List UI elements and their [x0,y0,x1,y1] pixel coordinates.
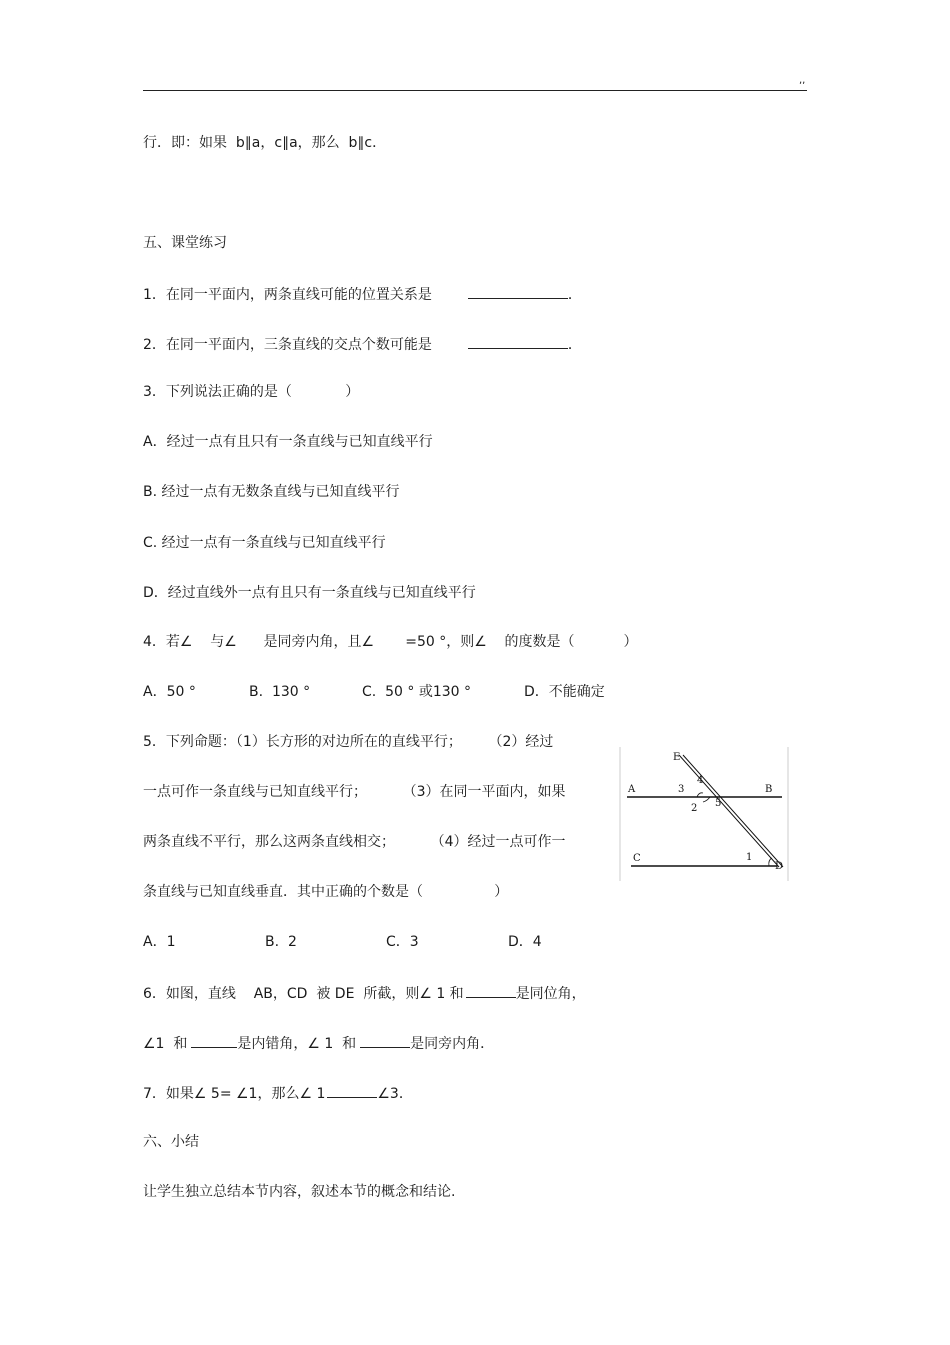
answer-blank-7[interactable] [327,1083,377,1098]
question-6-text-2: 是同位角， [515,986,586,1002]
question-3-option-b: B. 经过一点有无数条直线与已知直线平行 [143,484,400,500]
geometry-figure [619,745,789,883]
label-e: E [673,752,681,763]
question-2 [143,334,582,354]
label-1: 1 [746,852,753,863]
question-5-line-3: 两条直线不平行，那么这两条直线相交； （4）经过一点可作一 [143,834,566,850]
question-2-text: 2．在同一平面内，三条直线的交点个数可能是 [143,337,432,353]
label-d: D [775,861,784,872]
question-3: 3．下列说法正确的是（ ） [143,384,360,400]
line-de-2 [683,755,783,867]
question-3-option-c: C. 经过一点有一条直线与已知直线平行 [143,535,386,551]
question-5-line-4: 条直线与已知直线垂直．其中正确的个数是（ ） [143,884,509,900]
answer-blank-6a[interactable] [466,983,516,998]
summary-text: 让学生独立总结本节内容，叙述本节的概念和结论. [143,1184,456,1200]
question-4-option-d: D．不能确定 [524,684,605,700]
question-1-text: 1．在同一平面内，两条直线可能的位置关系是 [143,287,432,303]
question-3-option-d: D．经过直线外一点有且只有一条直线与已知直线平行 [143,585,476,601]
answer-blank-1[interactable] [468,284,568,299]
answer-blank-2[interactable] [468,334,568,349]
question-5-line-1: 5．下列命题：（1）长方形的对边所在的直线平行； （2）经过 [143,734,554,750]
question-5-option-d: D．4 [508,934,542,950]
question-7-text-2: ∠3． [377,1086,413,1102]
question-7 [143,1083,413,1103]
label-5: 5 [715,798,722,809]
continued-line: 行．即：如果 b∥a，c∥a，那么 b∥c． [143,135,387,151]
question-5-option-b: B. 2 [265,934,297,950]
header-mark: ,, [799,75,806,86]
question-2-end: ． [567,337,582,353]
section-6-heading: 六、小结 [143,1134,199,1150]
label-c: C [633,853,641,864]
question-6-line-1 [143,983,586,1003]
question-3-option-a: A．经过一点有且只有一条直线与已知直线平行 [143,434,433,450]
answer-blank-6b[interactable] [191,1033,237,1048]
question-7-text-1: 7．如果∠ 5= ∠1，那么∠ 1 [143,1086,326,1102]
question-6-line-2 [143,1033,494,1053]
header-rule [143,90,807,91]
question-6-text-3: ∠1 和 [143,1036,188,1052]
answer-blank-6c[interactable] [360,1033,410,1048]
question-4: 4．若∠ 与∠ 是同旁内角，且∠ =50 °，则∠ 的度数是（ ） [143,634,638,650]
question-4-option-a: A．50 ° [143,684,196,700]
question-6-text-1: 6．如图，直线 AB，CD 被 DE 所截，则∠ 1 和 [143,986,464,1002]
label-3: 3 [678,784,685,795]
question-6-text-5: 是同旁内角． [410,1036,495,1052]
label-4: 4 [697,775,704,786]
question-6-text-4: 是内错角，∠ 1 和 [237,1036,357,1052]
label-a: A [628,784,636,795]
question-4-option-b: B. 130 ° [249,684,311,700]
question-4-option-c: C. 50 ° 或130 ° [362,684,472,700]
question-1 [143,284,582,304]
section-5-heading: 五、课堂练习 [143,235,227,251]
question-1-end: ． [567,287,582,303]
question-5-option-a: A．1 [143,934,176,950]
label-b: B [765,784,773,795]
label-2: 2 [691,803,698,814]
question-5-line-2: 一点可作一条直线与已知直线平行； （3）在同一平面内，如果 [143,784,566,800]
question-5-option-c: C．3 [386,934,419,950]
